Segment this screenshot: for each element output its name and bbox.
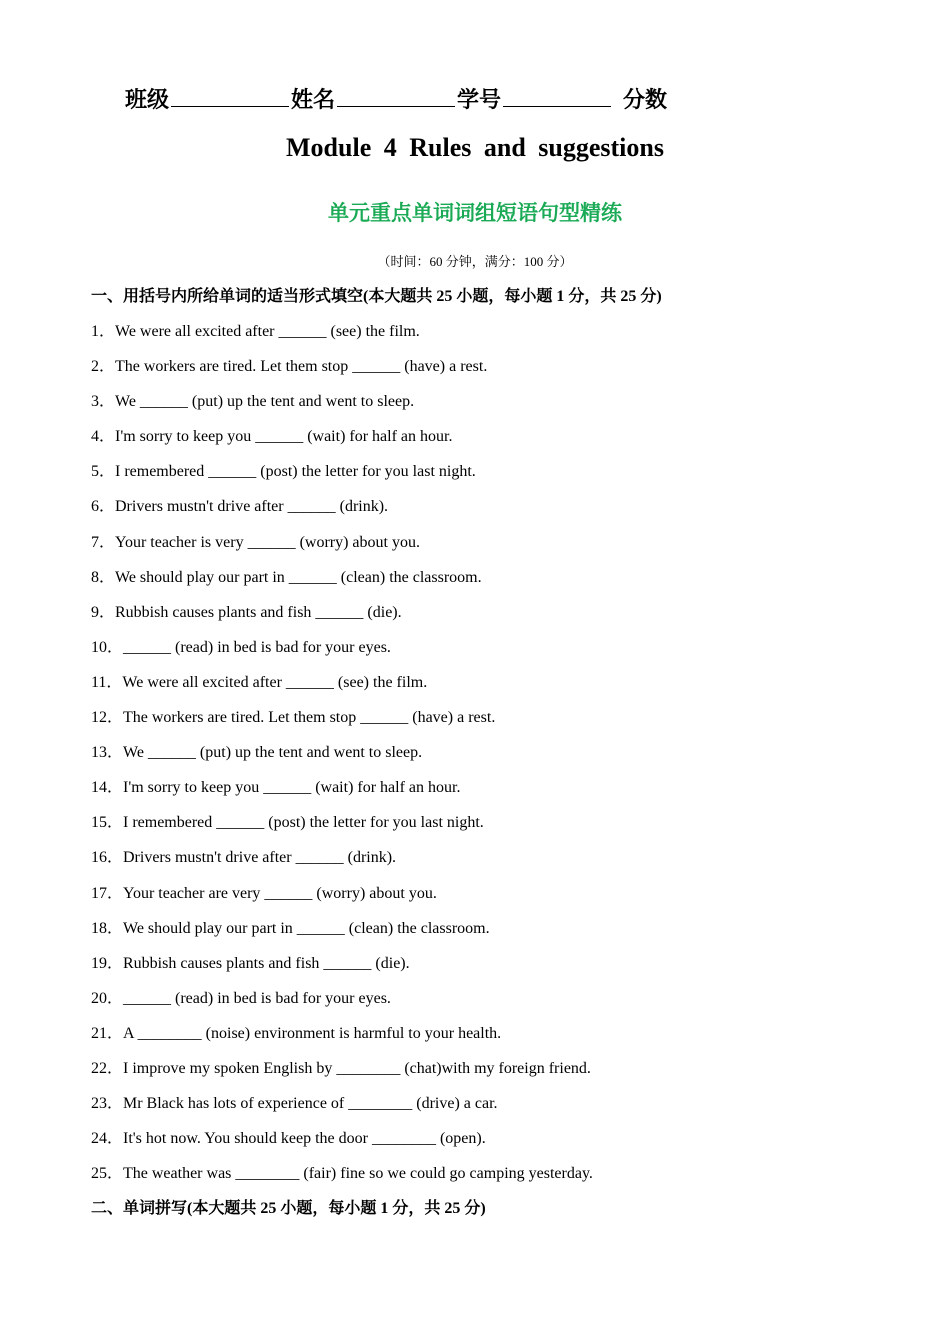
question-item: 23．Mr Black has lots of experience of ________ (drive) a car.: [91, 1095, 498, 1113]
worksheet-subtitle: 单元重点单词词组短语句型精练: [328, 201, 622, 225]
question-item: 5．I remembered ______ (post) the letter for you last night.: [91, 463, 476, 481]
module-title: Module 4 Rules and suggestions: [286, 133, 664, 162]
question-item: 16．Drivers mustn't drive after ______ (drink).: [91, 849, 397, 867]
time-note: （时间：60 分钟，满分：100 分）: [377, 254, 573, 269]
question-item: 19．Rubbish causes plants and fish ______ (die).: [91, 954, 410, 972]
question-item: 14．I'm sorry to keep you ______ (wait) for half an hour.: [91, 779, 461, 797]
class-label: 班级: [125, 87, 170, 112]
question-item: 2．The workers are tired. Let them stop ______ (have) a rest.: [91, 358, 488, 376]
question-item: 3．We ______ (put) up the tent and went to sleep.: [91, 393, 415, 411]
question-item: 20．______ (read) in bed is bad for your eyes.: [91, 989, 391, 1007]
name-label: 姓名: [291, 87, 336, 112]
score-label: 分数: [623, 87, 668, 112]
question-item: 21．A ________ (noise) environment is harmful to your health.: [91, 1024, 502, 1042]
question-item: 22．I improve my spoken English by ________ (chat)with my foreign friend.: [91, 1059, 591, 1077]
question-item: 15．I remembered ______ (post) the letter for you last night.: [91, 814, 484, 832]
question-item: 4．I'm sorry to keep you ______ (wait) for half an hour.: [91, 428, 453, 446]
question-item: 12．The workers are tired. Let them stop ______ (have) a rest.: [91, 709, 496, 727]
question-item: 10．______ (read) in bed is bad for your eyes.: [91, 638, 391, 656]
question-item: 13．We ______ (put) up the tent and went to sleep.: [91, 744, 423, 762]
question-item: 18．We should play our part in ______ (clean) the classroom.: [91, 919, 490, 937]
question-item: 7．Your teacher is very ______ (worry) about you.: [91, 533, 420, 551]
name-blank[interactable]: [337, 84, 455, 107]
student-id-label: 学号: [457, 87, 502, 112]
question-item: 24．It's hot now. You should keep the door ________ (open).: [91, 1130, 486, 1148]
question-item: 25．The weather was ________ (fair) fine so we could go camping yesterday.: [91, 1165, 593, 1183]
question-list: [91, 320, 593, 1197]
class-blank[interactable]: [171, 84, 289, 107]
question-item: 17．Your teacher are very ______ (worry) about you.: [91, 884, 437, 902]
question-item: 6．Drivers mustn't drive after ______ (drink).: [91, 498, 389, 516]
question-item: 1．We were all excited after ______ (see) the film.: [91, 323, 420, 340]
student-info-line: [125, 84, 667, 114]
question-item: 8．We should play our part in ______ (clean) the classroom.: [91, 568, 482, 586]
question-item: 11．We were all excited after ______ (see) the film.: [91, 673, 428, 691]
student-id-blank[interactable]: [503, 84, 611, 107]
question-item: 9．Rubbish causes plants and fish ______ (die).: [91, 603, 402, 621]
section-1-title: 一、用括号内所给单词的适当形式填空(本大题共 25 小题，每小题 1 分，共 25 分): [91, 288, 662, 305]
section-2-title: 二、单词拼写(本大题共 25 小题，每小题 1 分，共 25 分): [91, 1200, 486, 1217]
